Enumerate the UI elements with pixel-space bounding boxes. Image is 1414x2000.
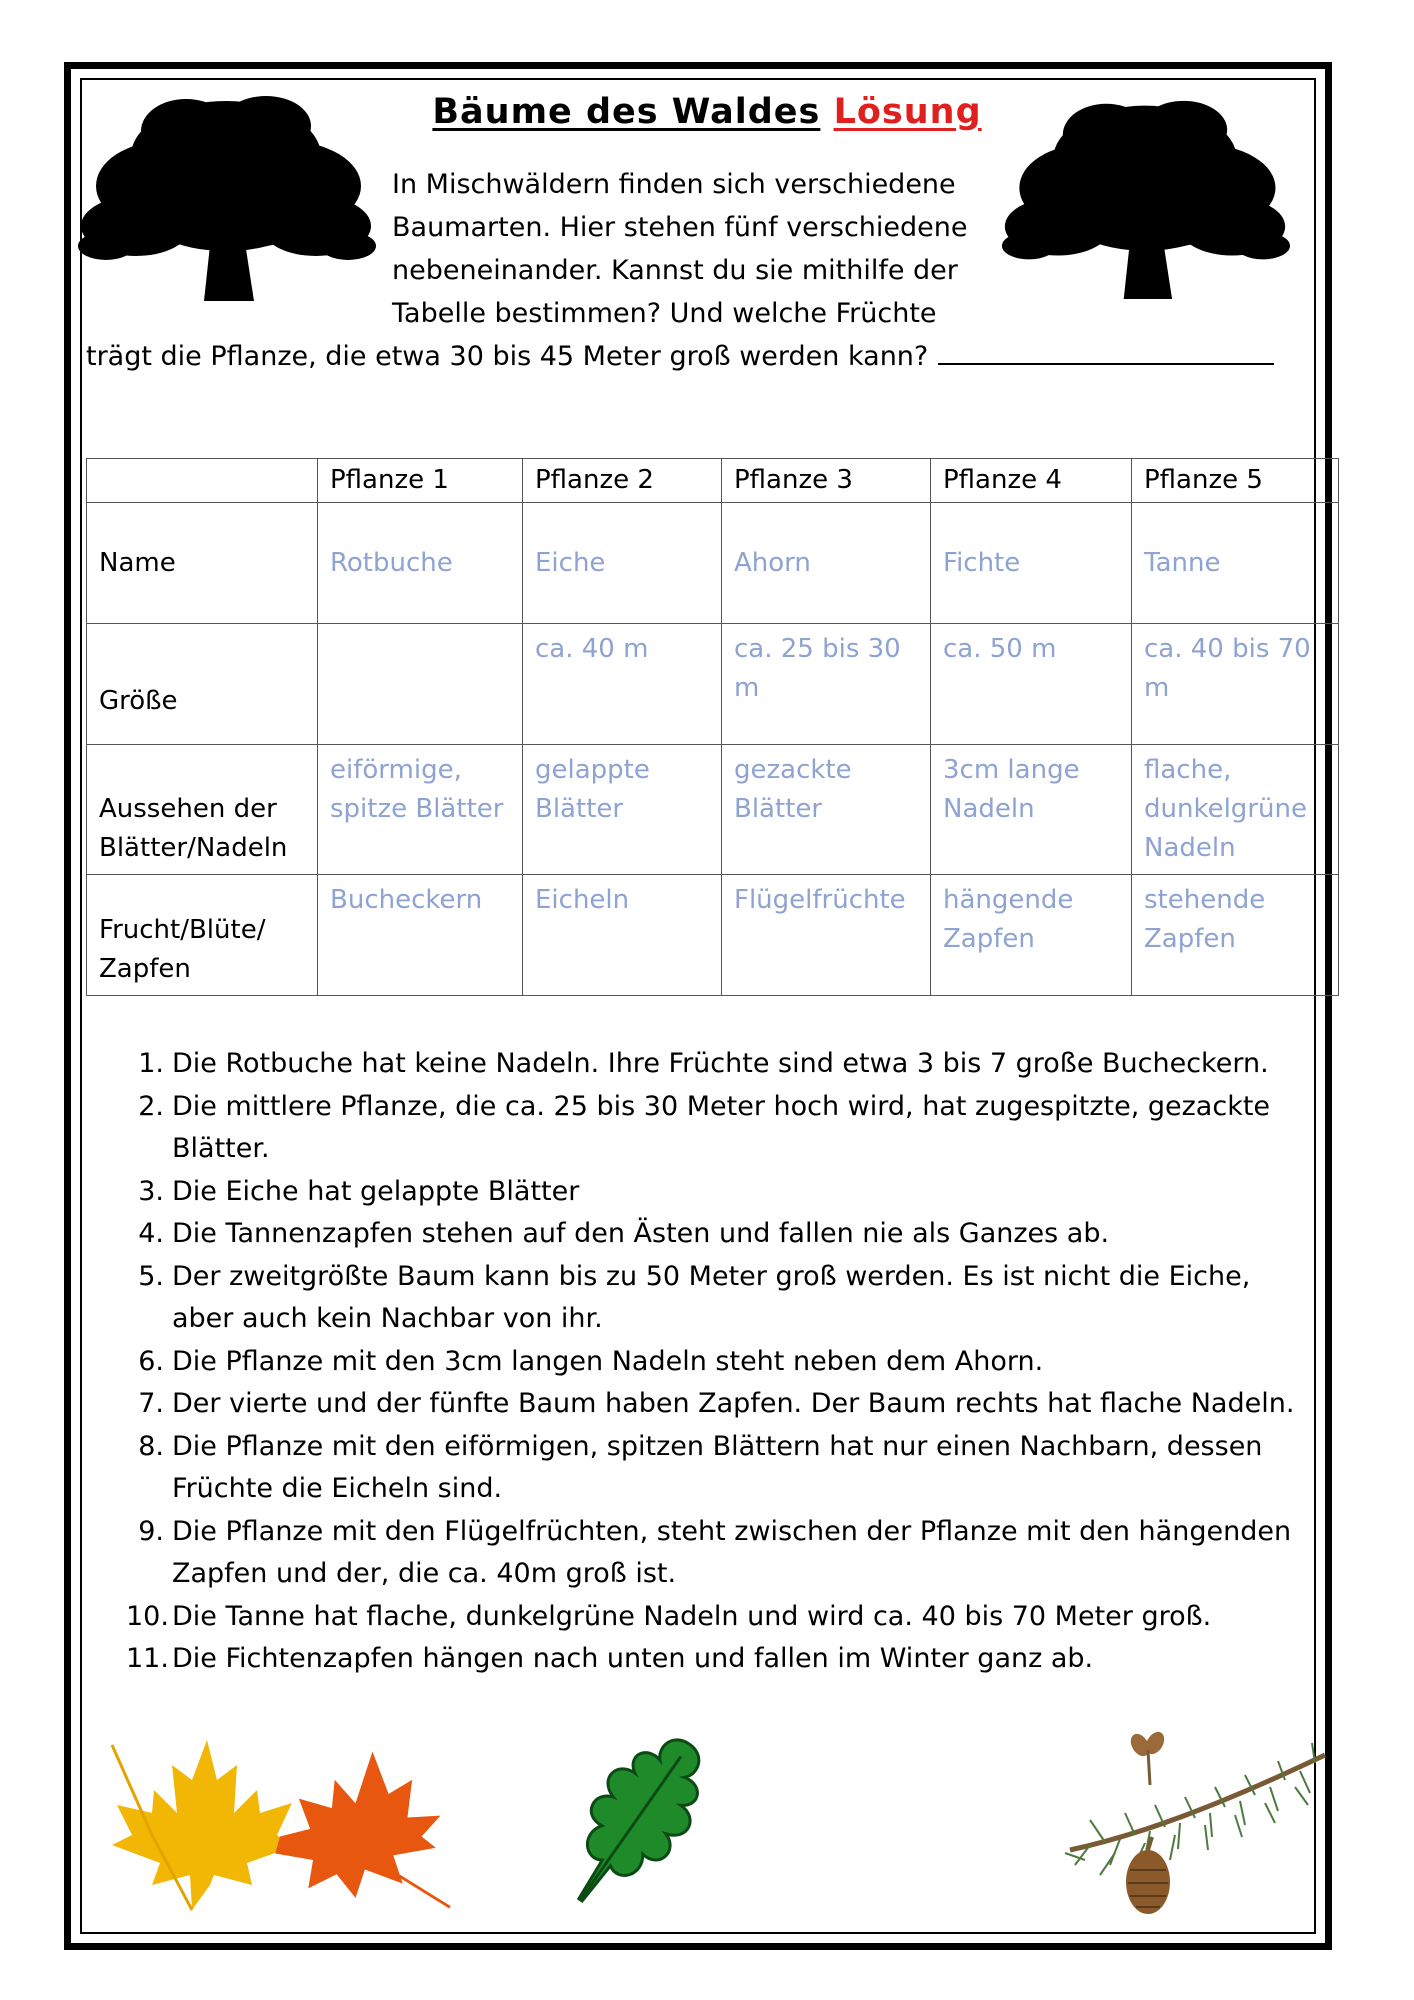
clue-number: 5. (138, 1260, 164, 1292)
clue-number: 7. (138, 1388, 164, 1419)
table-row (87, 875, 1339, 996)
list-item (126, 1596, 1306, 1639)
table-cell: Eiche (523, 503, 722, 624)
list-item (126, 1383, 1306, 1426)
clue-text: Die mittlere Pflanze, die ca. 25 bis 30 Meter hoch wird, hat zugespitzte, gezackte Blätter. (172, 1090, 1271, 1164)
intro-line: Tabelle bestimmen? Und welche Früchte (392, 298, 937, 329)
table-cell: Ahorn (722, 503, 931, 624)
clue-number: 10. (126, 1600, 169, 1632)
table-corner (87, 459, 318, 503)
column-header: Pflanze 5 (1132, 459, 1339, 503)
intro-question (86, 335, 1274, 378)
list-item (126, 1171, 1306, 1214)
table-cell: flache, dunkelgrüne Nadeln (1132, 745, 1339, 875)
table-cell: gezackte Blätter (722, 745, 931, 875)
clue-number: 3. (138, 1175, 164, 1207)
column-header: Pflanze 3 (722, 459, 931, 503)
clue-text: Der zweitgrößte Baum kann bis zu 50 Meter groß werden. Es ist nicht die Eiche, aber auch kein Nachbar von ihr. (172, 1260, 1251, 1334)
table-cell (318, 624, 523, 745)
clue-text: Der vierte und der fünfte Baum haben Zapfen. Der Baum rechts hat flache Nadeln. (172, 1388, 1295, 1419)
table-cell: Eicheln (523, 875, 722, 996)
list-item (126, 1426, 1306, 1511)
clue-text: Die Rotbuche hat keine Nadeln. Ihre Früchte sind etwa 3 bis 7 große Bucheckern. (172, 1048, 1269, 1079)
table-cell: Fichte (931, 503, 1132, 624)
intro-question-text: trägt die Pflanze, die etwa 30 bis 45 Meter groß werden kann? (86, 341, 929, 372)
table-cell: ca. 50 m (931, 624, 1132, 745)
table-cell: Rotbuche (318, 503, 523, 624)
table-cell: gelappte Blätter (523, 745, 722, 875)
clue-text: Die Fichtenzapfen hängen nach unten und fallen im Winter ganz ab. (172, 1643, 1094, 1674)
maple-leaf-icon (258, 1742, 453, 1912)
table-row (87, 503, 1339, 624)
table-cell: stehende Zapfen (1132, 875, 1339, 996)
table-cell: ca. 40 m (523, 624, 722, 745)
table-row (87, 624, 1339, 745)
row-label: Frucht/Blüte/ Zapfen (87, 875, 318, 996)
table-cell: Bucheckern (318, 875, 523, 996)
row-label: Name (87, 503, 318, 624)
clue-text: Die Eiche hat gelappte Blätter (172, 1175, 580, 1207)
list-item (126, 1256, 1306, 1341)
clue-list (126, 1043, 1306, 1681)
clue-text: Die Pflanze mit den eiförmigen, spitzen Blättern hat nur einen Nachbarn, dessen Früchte die Eicheln sind. (172, 1430, 1263, 1504)
table-row (87, 745, 1339, 875)
clue-number: 1. (138, 1048, 164, 1079)
clue-number: 8. (138, 1430, 164, 1462)
clue-text: Die Pflanze mit den Flügelfrüchten, steht zwischen der Pflanze mit den hängenden Zapfen und der, die ca. 40m groß ist. (172, 1515, 1292, 1589)
intro-line: Baumarten. Hier stehen fünf verschiedene (392, 212, 968, 243)
pine-branch-icon (1060, 1725, 1330, 1925)
clue-number: 11. (126, 1643, 169, 1674)
intro-text (392, 163, 992, 335)
list-item (126, 1511, 1306, 1596)
column-header: Pflanze 4 (931, 459, 1132, 503)
column-header: Pflanze 2 (523, 459, 722, 503)
row-label: Aussehen der Blätter/Nadeln (87, 745, 318, 875)
list-item (126, 1638, 1306, 1681)
table-cell: Tanne (1132, 503, 1339, 624)
page-title (0, 92, 1414, 132)
oak-leaf-icon (555, 1722, 715, 1922)
column-header: Pflanze 1 (318, 459, 523, 503)
list-item (126, 1043, 1306, 1086)
title-main: Bäume des Waldes (432, 92, 821, 132)
answer-blank[interactable] (938, 338, 1274, 365)
list-item (126, 1213, 1306, 1256)
clue-text: Die Tanne hat flache, dunkelgrüne Nadeln und wird ca. 40 bis 70 Meter groß. (172, 1600, 1212, 1632)
tree-table (86, 458, 1339, 996)
clue-number: 9. (138, 1515, 164, 1547)
intro-line: nebeneinander. Kannst du sie mithilfe der (392, 255, 958, 286)
intro-line: In Mischwäldern finden sich verschiedene (392, 169, 956, 200)
list-item (126, 1341, 1306, 1384)
clue-number: 4. (138, 1218, 164, 1249)
table-cell: eiförmige, spitze Blätter (318, 745, 523, 875)
table-cell: hängende Zapfen (931, 875, 1132, 996)
title-accent: Lösung (833, 92, 982, 132)
clue-text: Die Tannenzapfen stehen auf den Ästen und fallen nie als Ganzes ab. (172, 1218, 1110, 1249)
clue-number: 2. (138, 1090, 164, 1122)
table-cell: Flügelfrüchte (722, 875, 931, 996)
row-label: Größe (87, 624, 318, 745)
table-cell: ca. 40 bis 70 m (1132, 624, 1339, 745)
list-item (126, 1086, 1306, 1171)
table-cell: 3cm lange Nadeln (931, 745, 1132, 875)
table-cell: ca. 25 bis 30 m (722, 624, 931, 745)
clue-text: Die Pflanze mit den 3cm langen Nadeln steht neben dem Ahorn. (172, 1345, 1044, 1377)
clue-number: 6. (138, 1345, 164, 1377)
